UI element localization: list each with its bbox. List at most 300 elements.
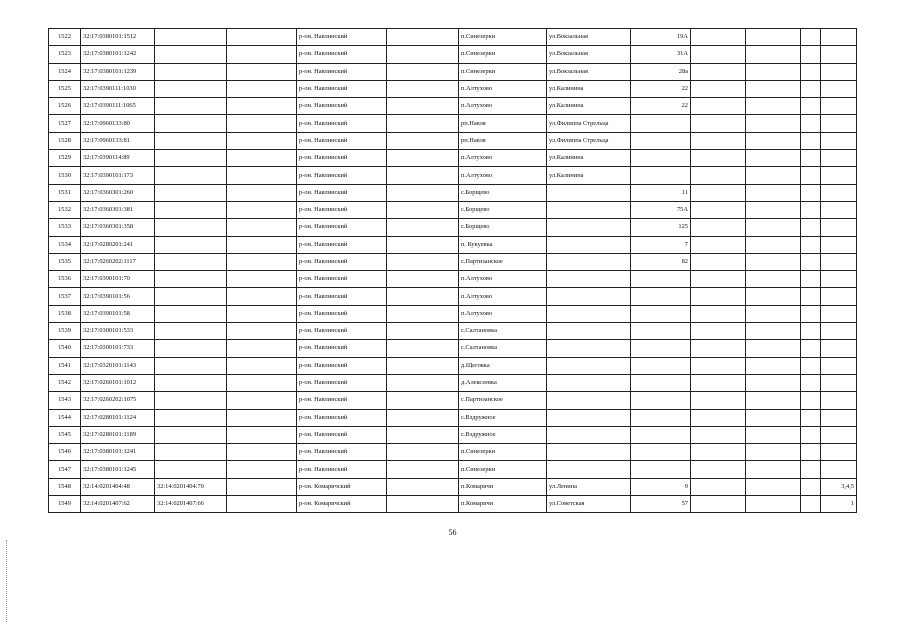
settlement-cell: рп.Навля bbox=[459, 115, 547, 132]
empty-column-10-cell bbox=[691, 392, 746, 409]
house-number-cell bbox=[631, 271, 691, 288]
row-number-cell: 1531 bbox=[49, 184, 81, 201]
cadastral-number-cell: 32:17:0280101:1189 bbox=[81, 426, 155, 443]
street-cell bbox=[547, 253, 631, 270]
settlement-cell: п.Синезерки bbox=[459, 29, 547, 46]
house-number-cell: 125 bbox=[631, 219, 691, 236]
empty-column-4-cell bbox=[227, 496, 297, 513]
settlement-cell: п. Кукуевка bbox=[459, 236, 547, 253]
empty-column-10-cell bbox=[691, 63, 746, 80]
empty-column-6-cell bbox=[387, 271, 459, 288]
cadastral-number-cell: 32:17:0380101:1245 bbox=[81, 461, 155, 478]
settlement-cell: д.Алексеевка bbox=[459, 374, 547, 391]
row-number-cell: 1539 bbox=[49, 323, 81, 340]
empty-column-6-cell bbox=[387, 150, 459, 167]
apartment-number-cell bbox=[821, 305, 857, 322]
registry-table bbox=[48, 28, 857, 513]
cadastral-number-cell: 32:17:0360301:260 bbox=[81, 184, 155, 201]
district-cell: р-он. Навлинский bbox=[297, 167, 387, 184]
cadastral-number-cell: 32:17:0380101:1242 bbox=[81, 46, 155, 63]
table-row bbox=[49, 409, 857, 426]
row-number-cell: 1530 bbox=[49, 167, 81, 184]
table-row bbox=[49, 29, 857, 46]
cadastral-number-cell: 32:17:0260101:1012 bbox=[81, 374, 155, 391]
linked-cadastral-number-cell bbox=[155, 461, 227, 478]
empty-column-10-cell bbox=[691, 444, 746, 461]
house-number-cell bbox=[631, 323, 691, 340]
street-cell: ул.Филиппа Стрельца bbox=[547, 132, 631, 149]
district-cell: р-он. Навлинский bbox=[297, 98, 387, 115]
empty-column-12-cell bbox=[801, 340, 821, 357]
district-cell: р-он. Комаричский bbox=[297, 496, 387, 513]
house-number-cell: 19А bbox=[631, 29, 691, 46]
empty-column-6-cell bbox=[387, 236, 459, 253]
empty-column-4-cell bbox=[227, 271, 297, 288]
empty-column-10-cell bbox=[691, 80, 746, 97]
apartment-number-cell bbox=[821, 323, 857, 340]
empty-column-4-cell bbox=[227, 29, 297, 46]
settlement-cell: п.Алтухово bbox=[459, 80, 547, 97]
empty-column-6-cell bbox=[387, 461, 459, 478]
cadastral-number-cell: 32:17:0390111:1030 bbox=[81, 80, 155, 97]
row-number-cell: 1544 bbox=[49, 409, 81, 426]
empty-column-4-cell bbox=[227, 201, 297, 218]
empty-column-4-cell bbox=[227, 236, 297, 253]
district-cell: р-он. Навлинский bbox=[297, 444, 387, 461]
empty-column-12-cell bbox=[801, 288, 821, 305]
empty-column-6-cell bbox=[387, 374, 459, 391]
empty-column-10-cell bbox=[691, 184, 746, 201]
empty-column-11-cell bbox=[746, 80, 801, 97]
empty-column-10-cell bbox=[691, 305, 746, 322]
street-cell bbox=[547, 271, 631, 288]
empty-column-4-cell bbox=[227, 426, 297, 443]
empty-column-12-cell bbox=[801, 496, 821, 513]
empty-column-10-cell bbox=[691, 236, 746, 253]
cadastral-number-cell: 32:17:0960133:81 bbox=[81, 132, 155, 149]
cadastral-number-cell: 32:17:0380101:1241 bbox=[81, 444, 155, 461]
empty-column-10-cell bbox=[691, 271, 746, 288]
empty-column-12-cell bbox=[801, 357, 821, 374]
street-cell: ул.Вокзальная bbox=[547, 46, 631, 63]
apartment-number-cell bbox=[821, 46, 857, 63]
row-number-cell: 1543 bbox=[49, 392, 81, 409]
house-number-cell: 28а bbox=[631, 63, 691, 80]
empty-column-11-cell bbox=[746, 374, 801, 391]
empty-column-12-cell bbox=[801, 201, 821, 218]
street-cell bbox=[547, 323, 631, 340]
linked-cadastral-number-cell bbox=[155, 323, 227, 340]
house-number-cell bbox=[631, 392, 691, 409]
empty-column-12-cell bbox=[801, 478, 821, 495]
street-cell bbox=[547, 409, 631, 426]
street-cell: ул.Ленина bbox=[547, 478, 631, 495]
linked-cadastral-number-cell bbox=[155, 305, 227, 322]
linked-cadastral-number-cell bbox=[155, 288, 227, 305]
empty-column-6-cell bbox=[387, 392, 459, 409]
empty-column-4-cell bbox=[227, 46, 297, 63]
empty-column-11-cell bbox=[746, 357, 801, 374]
house-number-cell bbox=[631, 461, 691, 478]
table-row bbox=[49, 392, 857, 409]
linked-cadastral-number-cell bbox=[155, 201, 227, 218]
empty-column-10-cell bbox=[691, 409, 746, 426]
empty-column-10-cell bbox=[691, 29, 746, 46]
empty-column-11-cell bbox=[746, 392, 801, 409]
settlement-cell: с.Борщево bbox=[459, 184, 547, 201]
house-number-cell bbox=[631, 444, 691, 461]
empty-column-10-cell bbox=[691, 219, 746, 236]
empty-column-4-cell bbox=[227, 132, 297, 149]
house-number-cell bbox=[631, 357, 691, 374]
settlement-cell: с.Салтановка bbox=[459, 323, 547, 340]
apartment-number-cell bbox=[821, 80, 857, 97]
district-cell: р-он. Навлинский bbox=[297, 150, 387, 167]
empty-column-10-cell bbox=[691, 150, 746, 167]
apartment-number-cell bbox=[821, 340, 857, 357]
house-number-cell: 9 bbox=[631, 478, 691, 495]
table-row bbox=[49, 98, 857, 115]
empty-column-10-cell bbox=[691, 115, 746, 132]
apartment-number-cell bbox=[821, 271, 857, 288]
empty-column-11-cell bbox=[746, 167, 801, 184]
empty-column-6-cell bbox=[387, 496, 459, 513]
empty-column-4-cell bbox=[227, 98, 297, 115]
empty-column-11-cell bbox=[746, 288, 801, 305]
cadastral-number-cell: 32:17:0360301:381 bbox=[81, 201, 155, 218]
empty-column-11-cell bbox=[746, 496, 801, 513]
empty-column-6-cell bbox=[387, 201, 459, 218]
empty-column-4-cell bbox=[227, 409, 297, 426]
linked-cadastral-number-cell bbox=[155, 46, 227, 63]
district-cell: р-он. Навлинский bbox=[297, 184, 387, 201]
row-number-cell: 1533 bbox=[49, 219, 81, 236]
district-cell: р-он. Навлинский bbox=[297, 80, 387, 97]
empty-column-12-cell bbox=[801, 461, 821, 478]
empty-column-4-cell bbox=[227, 323, 297, 340]
apartment-number-cell bbox=[821, 288, 857, 305]
empty-column-12-cell bbox=[801, 184, 821, 201]
empty-column-4-cell bbox=[227, 357, 297, 374]
settlement-cell: с.Салтановка bbox=[459, 340, 547, 357]
empty-column-12-cell bbox=[801, 392, 821, 409]
empty-column-11-cell bbox=[746, 271, 801, 288]
cadastral-number-cell: 32:14:0201407:62 bbox=[81, 496, 155, 513]
empty-column-12-cell bbox=[801, 444, 821, 461]
cadastral-number-cell: 32:17:0300101:733 bbox=[81, 340, 155, 357]
house-number-cell: 7 bbox=[631, 236, 691, 253]
empty-column-6-cell bbox=[387, 288, 459, 305]
empty-column-11-cell bbox=[746, 409, 801, 426]
page-number: 56 bbox=[448, 528, 457, 537]
empty-column-4-cell bbox=[227, 184, 297, 201]
cadastral-number-cell: 32:17:0360301:358 bbox=[81, 219, 155, 236]
empty-column-11-cell bbox=[746, 444, 801, 461]
empty-column-11-cell bbox=[746, 236, 801, 253]
linked-cadastral-number-cell bbox=[155, 219, 227, 236]
settlement-cell: п.Комаричи bbox=[459, 478, 547, 495]
district-cell: р-он. Навлинский bbox=[297, 236, 387, 253]
street-cell bbox=[547, 305, 631, 322]
apartment-number-cell bbox=[821, 409, 857, 426]
street-cell bbox=[547, 374, 631, 391]
district-cell: р-он. Навлинский bbox=[297, 132, 387, 149]
empty-column-6-cell bbox=[387, 305, 459, 322]
linked-cadastral-number-cell bbox=[155, 236, 227, 253]
table-row bbox=[49, 150, 857, 167]
empty-column-6-cell bbox=[387, 323, 459, 340]
empty-column-11-cell bbox=[746, 426, 801, 443]
row-number-cell: 1549 bbox=[49, 496, 81, 513]
settlement-cell: п.Синезерки bbox=[459, 63, 547, 80]
table-row bbox=[49, 323, 857, 340]
empty-column-10-cell bbox=[691, 340, 746, 357]
empty-column-10-cell bbox=[691, 374, 746, 391]
row-number-cell: 1525 bbox=[49, 80, 81, 97]
house-number-cell: 57 bbox=[631, 496, 691, 513]
settlement-cell: с.Вздружное bbox=[459, 409, 547, 426]
empty-column-11-cell bbox=[746, 461, 801, 478]
empty-column-11-cell bbox=[746, 98, 801, 115]
empty-column-11-cell bbox=[746, 63, 801, 80]
empty-column-4-cell bbox=[227, 115, 297, 132]
linked-cadastral-number-cell: 32:14:0201404:70 bbox=[155, 478, 227, 495]
apartment-number-cell bbox=[821, 426, 857, 443]
apartment-number-cell bbox=[821, 201, 857, 218]
house-number-cell: 31А bbox=[631, 46, 691, 63]
empty-column-6-cell bbox=[387, 253, 459, 270]
district-cell: р-он. Навлинский bbox=[297, 271, 387, 288]
row-number-cell: 1528 bbox=[49, 132, 81, 149]
settlement-cell: п.Алтухово bbox=[459, 271, 547, 288]
settlement-cell: с.Партизанское bbox=[459, 253, 547, 270]
cadastral-number-cell: 32:17:0390101:173 bbox=[81, 167, 155, 184]
table-row bbox=[49, 426, 857, 443]
empty-column-12-cell bbox=[801, 253, 821, 270]
district-cell: р-он. Навлинский bbox=[297, 46, 387, 63]
district-cell: р-он. Навлинский bbox=[297, 461, 387, 478]
linked-cadastral-number-cell bbox=[155, 132, 227, 149]
table-row bbox=[49, 236, 857, 253]
empty-column-10-cell bbox=[691, 496, 746, 513]
linked-cadastral-number-cell bbox=[155, 444, 227, 461]
table-row bbox=[49, 444, 857, 461]
settlement-cell: д.Щеговка bbox=[459, 357, 547, 374]
empty-column-12-cell bbox=[801, 426, 821, 443]
linked-cadastral-number-cell bbox=[155, 29, 227, 46]
empty-column-6-cell bbox=[387, 426, 459, 443]
empty-column-4-cell bbox=[227, 478, 297, 495]
house-number-cell: 22 bbox=[631, 80, 691, 97]
empty-column-11-cell bbox=[746, 478, 801, 495]
empty-column-12-cell bbox=[801, 167, 821, 184]
cadastral-number-cell: 32:17:0320101:1143 bbox=[81, 357, 155, 374]
empty-column-6-cell bbox=[387, 132, 459, 149]
settlement-cell: рп.Навля bbox=[459, 132, 547, 149]
cadastral-number-cell: 32:17:0390101:56 bbox=[81, 288, 155, 305]
empty-column-4-cell bbox=[227, 150, 297, 167]
empty-column-4-cell bbox=[227, 288, 297, 305]
district-cell: р-он. Навлинский bbox=[297, 219, 387, 236]
district-cell: р-он. Навлинский bbox=[297, 253, 387, 270]
row-number-cell: 1524 bbox=[49, 63, 81, 80]
empty-column-6-cell bbox=[387, 46, 459, 63]
empty-column-6-cell bbox=[387, 115, 459, 132]
settlement-cell: п.Синезерки bbox=[459, 461, 547, 478]
empty-column-6-cell bbox=[387, 357, 459, 374]
empty-column-4-cell bbox=[227, 340, 297, 357]
table-row bbox=[49, 115, 857, 132]
cadastral-number-cell: 32:14:0201404:48 bbox=[81, 478, 155, 495]
house-number-cell bbox=[631, 374, 691, 391]
linked-cadastral-number-cell bbox=[155, 374, 227, 391]
settlement-cell: п.Алтухово bbox=[459, 98, 547, 115]
empty-column-12-cell bbox=[801, 409, 821, 426]
empty-column-6-cell bbox=[387, 478, 459, 495]
empty-column-10-cell bbox=[691, 357, 746, 374]
linked-cadastral-number-cell bbox=[155, 426, 227, 443]
house-number-cell bbox=[631, 409, 691, 426]
house-number-cell: 11 bbox=[631, 184, 691, 201]
empty-column-4-cell bbox=[227, 305, 297, 322]
margin-mark bbox=[6, 540, 8, 622]
empty-column-11-cell bbox=[746, 219, 801, 236]
empty-column-4-cell bbox=[227, 392, 297, 409]
empty-column-6-cell bbox=[387, 184, 459, 201]
row-number-cell: 1538 bbox=[49, 305, 81, 322]
table-row bbox=[49, 357, 857, 374]
empty-column-10-cell bbox=[691, 323, 746, 340]
street-cell: ул.Вокзальная bbox=[547, 63, 631, 80]
empty-column-6-cell bbox=[387, 409, 459, 426]
empty-column-11-cell bbox=[746, 115, 801, 132]
row-number-cell: 1547 bbox=[49, 461, 81, 478]
cadastral-number-cell: 32:17:0300101:533 bbox=[81, 323, 155, 340]
apartment-number-cell bbox=[821, 236, 857, 253]
empty-column-6-cell bbox=[387, 29, 459, 46]
district-cell: р-он. Навлинский bbox=[297, 392, 387, 409]
district-cell: р-он. Навлинский bbox=[297, 357, 387, 374]
empty-column-6-cell bbox=[387, 444, 459, 461]
district-cell: р-он. Навлинский bbox=[297, 201, 387, 218]
empty-column-12-cell bbox=[801, 271, 821, 288]
apartment-number-cell bbox=[821, 29, 857, 46]
empty-column-10-cell bbox=[691, 253, 746, 270]
empty-column-11-cell bbox=[746, 201, 801, 218]
empty-column-12-cell bbox=[801, 132, 821, 149]
empty-column-11-cell bbox=[746, 184, 801, 201]
linked-cadastral-number-cell bbox=[155, 184, 227, 201]
district-cell: р-он. Навлинский bbox=[297, 340, 387, 357]
street-cell: ул.Филиппа Стрельца bbox=[547, 115, 631, 132]
linked-cadastral-number-cell bbox=[155, 340, 227, 357]
apartment-number-cell bbox=[821, 392, 857, 409]
empty-column-4-cell bbox=[227, 461, 297, 478]
apartment-number-cell bbox=[821, 132, 857, 149]
apartment-number-cell bbox=[821, 167, 857, 184]
street-cell: ул.Калинина bbox=[547, 80, 631, 97]
empty-column-12-cell bbox=[801, 150, 821, 167]
street-cell bbox=[547, 461, 631, 478]
linked-cadastral-number-cell bbox=[155, 80, 227, 97]
apartment-number-cell: 1 bbox=[821, 496, 857, 513]
cadastral-number-cell: 32:17:0380101:1239 bbox=[81, 63, 155, 80]
district-cell: р-он. Навлинский bbox=[297, 29, 387, 46]
empty-column-11-cell bbox=[746, 150, 801, 167]
empty-column-6-cell bbox=[387, 340, 459, 357]
linked-cadastral-number-cell bbox=[155, 98, 227, 115]
street-cell bbox=[547, 340, 631, 357]
empty-column-11-cell bbox=[746, 253, 801, 270]
district-cell: р-он. Навлинский bbox=[297, 323, 387, 340]
cadastral-number-cell: 32:17:0260202:1075 bbox=[81, 392, 155, 409]
settlement-cell: п.Синезерки bbox=[459, 444, 547, 461]
row-number-cell: 1534 bbox=[49, 236, 81, 253]
table-row bbox=[49, 288, 857, 305]
apartment-number-cell bbox=[821, 98, 857, 115]
street-cell: ул.Калинина bbox=[547, 98, 631, 115]
row-number-cell: 1527 bbox=[49, 115, 81, 132]
house-number-cell bbox=[631, 426, 691, 443]
row-number-cell: 1522 bbox=[49, 29, 81, 46]
district-cell: р-он. Навлинский bbox=[297, 426, 387, 443]
empty-column-10-cell bbox=[691, 426, 746, 443]
empty-column-11-cell bbox=[746, 323, 801, 340]
district-cell: р-он. Навлинский bbox=[297, 409, 387, 426]
linked-cadastral-number-cell bbox=[155, 392, 227, 409]
empty-column-12-cell bbox=[801, 236, 821, 253]
empty-column-12-cell bbox=[801, 323, 821, 340]
settlement-cell: п.Алтухово bbox=[459, 167, 547, 184]
house-number-cell bbox=[631, 167, 691, 184]
linked-cadastral-number-cell bbox=[155, 167, 227, 184]
empty-column-6-cell bbox=[387, 167, 459, 184]
empty-column-10-cell bbox=[691, 288, 746, 305]
row-number-cell: 1536 bbox=[49, 271, 81, 288]
empty-column-4-cell bbox=[227, 374, 297, 391]
table-row bbox=[49, 305, 857, 322]
linked-cadastral-number-cell bbox=[155, 150, 227, 167]
settlement-cell: с.Партизанское bbox=[459, 392, 547, 409]
linked-cadastral-number-cell bbox=[155, 409, 227, 426]
empty-column-4-cell bbox=[227, 444, 297, 461]
table-row bbox=[49, 167, 857, 184]
district-cell: р-он. Навлинский bbox=[297, 374, 387, 391]
table-row bbox=[49, 461, 857, 478]
empty-column-10-cell bbox=[691, 46, 746, 63]
street-cell bbox=[547, 357, 631, 374]
empty-column-10-cell bbox=[691, 132, 746, 149]
cadastral-number-cell: 32:17:0960133:80 bbox=[81, 115, 155, 132]
empty-column-12-cell bbox=[801, 63, 821, 80]
row-number-cell: 1546 bbox=[49, 444, 81, 461]
table-row bbox=[49, 271, 857, 288]
table-row bbox=[49, 340, 857, 357]
cadastral-number-cell: 32:17:0260202:1117 bbox=[81, 253, 155, 270]
street-cell: ул.Калинина bbox=[547, 167, 631, 184]
street-cell bbox=[547, 426, 631, 443]
row-number-cell: 1542 bbox=[49, 374, 81, 391]
house-number-cell: 75А bbox=[631, 201, 691, 218]
table-row bbox=[49, 184, 857, 201]
apartment-number-cell bbox=[821, 150, 857, 167]
empty-column-4-cell bbox=[227, 167, 297, 184]
empty-column-12-cell bbox=[801, 46, 821, 63]
cadastral-number-cell: 32:17:0390101:70 bbox=[81, 271, 155, 288]
street-cell: ул.Советская bbox=[547, 496, 631, 513]
empty-column-10-cell bbox=[691, 98, 746, 115]
cadastral-number-cell: 32:17:0380101:1512 bbox=[81, 29, 155, 46]
